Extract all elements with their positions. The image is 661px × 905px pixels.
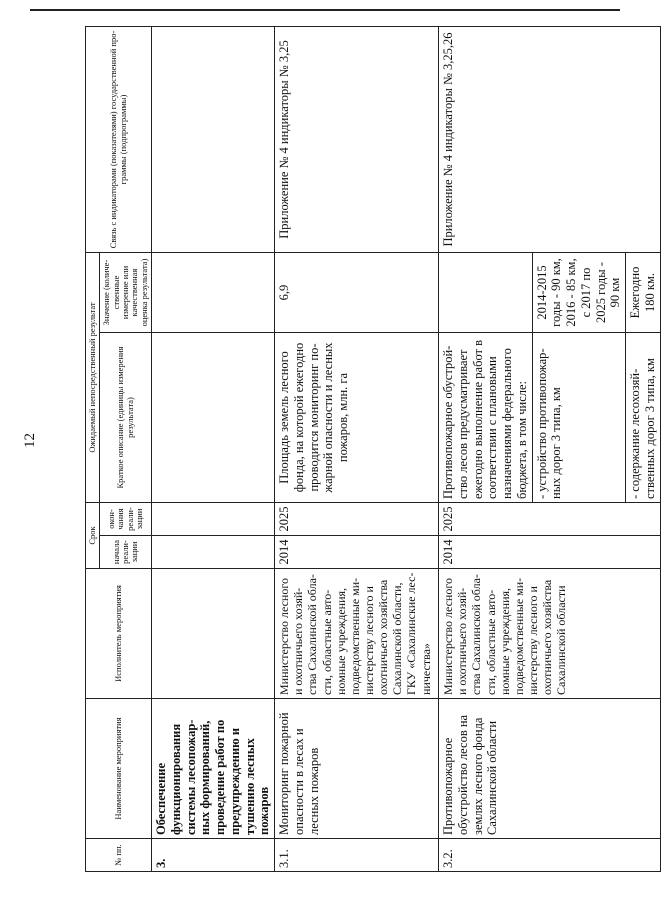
row-32-start: 2014 — [439, 536, 661, 569]
header-start: начала реализации — [100, 536, 152, 569]
table-row — [152, 27, 275, 872]
table-row — [439, 27, 533, 872]
header-name: Наименование мероприятия — [86, 699, 152, 839]
header-term: Срок — [86, 503, 100, 569]
row-32-num: 3.2. — [439, 839, 661, 872]
page-number: 12 — [22, 433, 38, 448]
row-32-name: Противопожарное обустройство лесов на землях лесного фонда Сахалинской области — [439, 699, 661, 839]
row-31-start: 2014 — [275, 536, 439, 569]
measures-table — [85, 26, 661, 872]
row-31-executor: Министерство лесного и охотничьего хозяйства Сахалинской области, областные автономные учреждения, подведомственные министерству лесного и охотничьего хозяйства Сахалинской области, ГКУ «Сахалинские лесничества» — [275, 569, 439, 699]
row-3-desc — [152, 333, 275, 503]
header-num: № пп. — [86, 839, 152, 872]
row-3-executor — [152, 569, 275, 699]
row-32-sub1-desc: - устройство противопожарных дорог 3 типа, км — [532, 333, 626, 503]
row-3-num: 3. — [152, 839, 275, 872]
row-31-end: 2025 — [275, 503, 439, 536]
row-32-sub2-value: Ежегодно 180 км. — [626, 253, 661, 333]
row-32-sub2-desc: - содержание лесохозяйственных дорог 3 типа, км — [626, 333, 661, 503]
row-3-end — [152, 503, 275, 536]
row-31-value: 6,9 — [275, 253, 439, 333]
row-31-link: Приложение № 4 индикаторы № 3,25 — [275, 27, 439, 253]
header-link: Связь с индикаторами (показателями) государственной программы (подпрограммы) — [86, 27, 152, 253]
row-3-link — [152, 27, 275, 253]
header-desc: Краткое описание (единицы измерения результата) — [100, 333, 152, 503]
table-row — [275, 27, 439, 872]
row-31-num: 3.1. — [275, 839, 439, 872]
header-end: окончания реализации — [100, 503, 152, 536]
row-3-name: Обеспечение функционирования системы лесопожарных формирований, проведение работ по предупреждению и тушению лесных пожаров — [152, 699, 275, 839]
row-32-sub1-value: 2014-2015 годы - 90 км, 2016 - 85 км, с 2017 по 2025 годы - 90 км — [532, 253, 626, 333]
row-3-value — [152, 253, 275, 333]
top-rule — [30, 9, 620, 11]
row-32-link: Приложение № 4 индикаторы № 3,25,26 — [439, 27, 661, 253]
header-executor: Исполнитель мероприятия — [86, 569, 152, 699]
header-value: Значение (количественные измерение или качественная оценка результата) — [100, 253, 152, 333]
row-32-end: 2025 — [439, 503, 661, 536]
row-31-name: Мониторинг пожарной опасности в лесах и лесных пожаров — [275, 699, 439, 839]
header-row-1 — [86, 27, 100, 872]
row-32-executor: Министерство лесного и охотничьего хозяйства Сахалинской области, областные автономные учреждения, подведомственные министерству лесного и охотничьего хозяйства Сахалинской области — [439, 569, 661, 699]
header-expected: Ожидаемый непосредственный результат — [86, 253, 100, 503]
rotated-table-wrapper — [85, 27, 657, 872]
row-31-desc: Площадь земель лесного фонда, на которой ежегодно проводится мониторинг пожарной опасности и лесных пожаров, млн. га — [275, 333, 439, 503]
row-32-desc: Противопожарное обустройство лесов предусматривает ежегодно выполнение работ в соответствии с плановыми назначениями федерального бюджета, в том числе: — [439, 333, 533, 503]
row-3-start — [152, 536, 275, 569]
row-32-value — [439, 253, 533, 333]
